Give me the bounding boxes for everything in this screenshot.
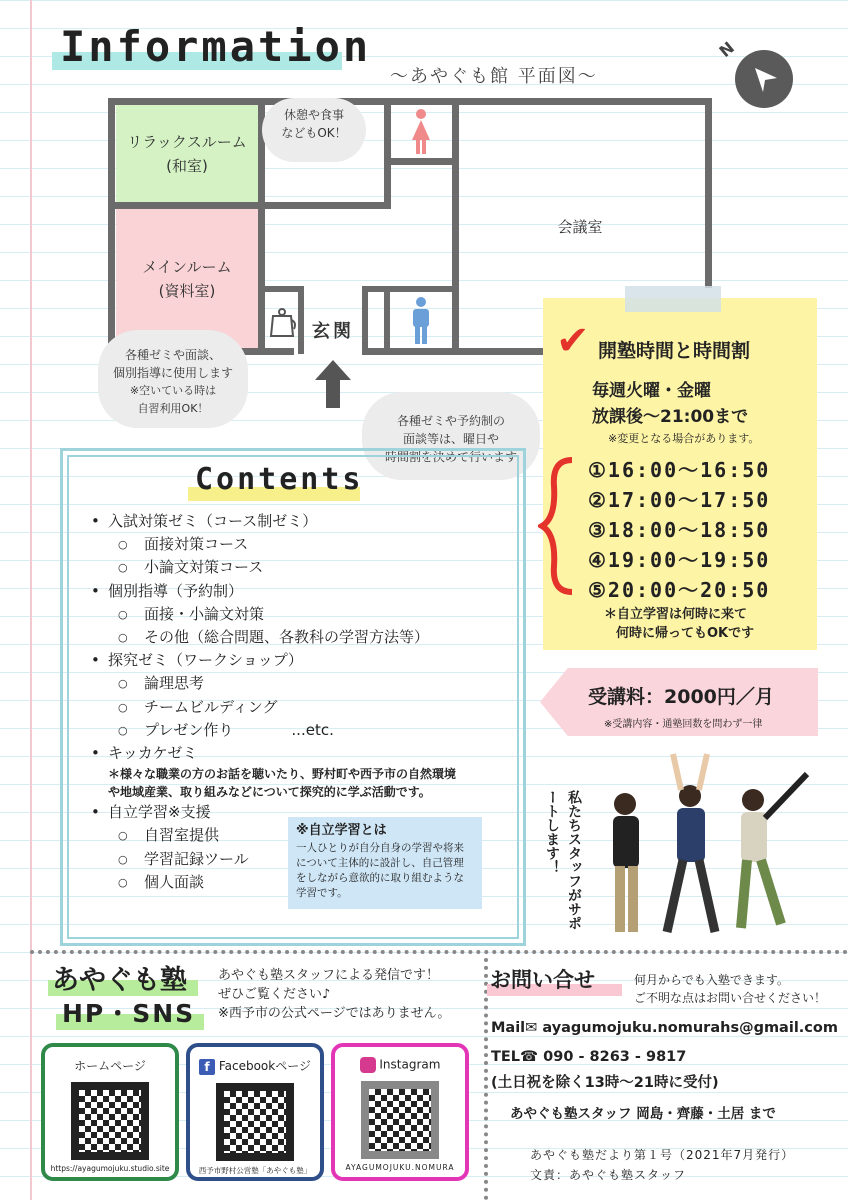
fee-amount: 受講料：2000円／月 — [588, 686, 774, 708]
sns-description — [218, 966, 450, 1023]
instagram-icon — [360, 1057, 376, 1073]
wall — [452, 98, 459, 355]
wall — [384, 98, 391, 209]
entrance-label: 玄関 — [312, 321, 354, 342]
contact-note-line: 何月からでも入塾できます。 — [634, 973, 789, 987]
main-room-name: メインルーム — [142, 258, 232, 276]
compass-north-label: N — [715, 37, 738, 62]
bubble-text: 各種ゼミや予約制の — [396, 414, 505, 428]
wall — [298, 286, 304, 354]
floorplan-title: ～あやぐも館 平面図～ — [390, 66, 598, 87]
bubble-text: 時間割を決めて行います — [384, 450, 517, 464]
relax-room-name: リラックスルーム — [127, 133, 247, 151]
facebook-qr-card[interactable] — [186, 1043, 324, 1181]
schedule-change-note: ※変更となる場合があります。 — [608, 432, 760, 445]
schedule-title: 開塾時間と時間割 — [598, 340, 751, 362]
list-item: ○ 学習記録ツール — [88, 848, 508, 871]
bubble-text: 各種ゼミや面談、 — [124, 348, 221, 362]
bubble-small-text: ※空いている時は — [129, 384, 217, 397]
list-item: • キッカケゼミ — [88, 742, 508, 765]
facebook-caption: 西予市野村公営塾「あやぐも塾」 — [198, 1165, 312, 1175]
self-study-time-note: ＊自立学習は何時に来て — [604, 607, 748, 622]
contact-staff: あやぐも塾スタッフ 岡島・齊藤・土居 まで — [510, 1106, 776, 1122]
entrance-arrow-icon — [313, 358, 353, 414]
facebook-icon: f — [199, 1059, 215, 1075]
qr-code-icon[interactable] — [361, 1081, 439, 1159]
compass-icon — [735, 50, 793, 108]
self-study-title: ※自立学習とは — [296, 823, 387, 838]
contents-title: Contents — [195, 462, 364, 497]
time-slot: ③18:00～18:50 — [588, 518, 771, 542]
time-slot: ①16:00～16:50 — [588, 458, 771, 482]
contact-mail[interactable]: Mail✉ ayagumojuku.nomurahs@gmail.com — [491, 1020, 838, 1036]
tape-decoration — [625, 286, 721, 312]
wall — [384, 286, 390, 354]
list-item: • 個別指導（予約制） — [88, 580, 508, 603]
relax-room-label — [116, 130, 258, 178]
staff-support-text: 私たちスタッフがサポートします！ — [544, 790, 582, 930]
list-item: ○ 面接対策コース — [88, 533, 508, 556]
list-item — [88, 719, 508, 742]
list-item: • 入試対策ゼミ（コース制ゼミ） — [88, 510, 508, 533]
contact-phone[interactable]: TEL☎ 090 - 8263 - 9817 — [491, 1049, 687, 1065]
male-restroom-icon — [408, 296, 434, 350]
wall — [705, 98, 712, 288]
list-item: ○ 小論文対策コース — [88, 556, 508, 579]
sns-subtitle: HP・SNS — [62, 999, 196, 1028]
list-item-text: プレゼン作り — [144, 720, 234, 739]
list-item: ○ その他（総合問題、各教科の学習方法等） — [88, 626, 508, 649]
bubble-text: などもOK！ — [281, 126, 347, 140]
contact-note-line: ご不明な点はお問い合せください！ — [634, 991, 827, 1005]
page-title: Information — [60, 22, 372, 71]
list-item: ○ 論理思考 — [88, 672, 508, 695]
list-item: ○ チームビルディング — [88, 696, 508, 719]
sns-description-line: ※西予市の公式ページではありません。 — [218, 1006, 451, 1021]
bubble-text: 個別指導に使用します — [112, 366, 233, 380]
list-note: や地域産業、取り組みなどについて探究的に学ぶ活動です。 — [108, 785, 431, 800]
bubble-text: 面談等は、曜日や — [402, 432, 499, 446]
facebook-label-text: Facebookページ — [218, 1059, 311, 1073]
instagram-label — [335, 1057, 465, 1073]
sns-title: あやぐも塾 — [52, 965, 187, 996]
self-study-note — [288, 817, 482, 909]
issue-info: あやぐも塾だより第１号（2021年7月発行） — [530, 1148, 795, 1162]
staff-photo — [595, 748, 825, 952]
notebook-margin-line — [30, 0, 32, 1200]
list-item: • 自立学習※支援 — [88, 801, 508, 824]
bubble-small-text: 自習利用OK！ — [137, 402, 209, 415]
self-study-time-note: 何時に帰ってもOKです — [616, 626, 755, 641]
schedule-days: 毎週火曜・金曜 — [592, 381, 711, 401]
issue-author: 文責：あやぐも塾スタッフ — [530, 1168, 687, 1182]
time-slot: ④19:00～19:50 — [588, 548, 771, 572]
list-item: ○ 面接・小論文対策 — [88, 603, 508, 626]
contact-title: お問い合せ — [490, 968, 595, 992]
wall — [362, 286, 454, 292]
time-slot: ⑤20:00～20:50 — [588, 578, 771, 602]
fee-note: ※受講内容・通塾回数を問わず一律 — [604, 719, 763, 730]
female-restroom-icon — [408, 108, 434, 160]
check-icon: ✔ — [556, 318, 590, 364]
main-room-sub: (資料室) — [158, 282, 216, 300]
qr-code-icon[interactable] — [71, 1082, 149, 1160]
rest-bubble — [262, 98, 366, 162]
brace-icon — [538, 456, 578, 600]
time-slot: ②17:00～17:50 — [588, 488, 771, 512]
instagram-caption: AYAGUMOJUKU.NOMURA — [345, 1163, 455, 1172]
instagram-qr-card[interactable] — [331, 1043, 469, 1181]
homepage-label: ホームページ — [74, 1059, 146, 1073]
homepage-url: https://ayagumojuku.studio.site — [50, 1164, 170, 1173]
wall — [108, 98, 712, 105]
contact-phone-hours: (土日祝を除く13時～21時に受付) — [491, 1075, 719, 1091]
list-item: ○ 個人面談 — [88, 871, 508, 894]
qr-code-icon[interactable] — [216, 1083, 294, 1161]
etc-text: ...etc. — [291, 720, 334, 739]
meeting-room-label: 会議室 — [557, 218, 603, 236]
list-item: • 探究ゼミ（ワークショップ） — [88, 649, 508, 672]
wall — [362, 286, 368, 354]
instagram-label-text: Instagram — [379, 1057, 441, 1072]
relax-room-sub: (和室) — [166, 157, 208, 175]
list-note: ＊様々な職業の方のお話を聴いたり、野村町や西予市の自然環境 — [108, 767, 457, 782]
contact-note — [634, 971, 826, 1007]
sns-description-line: あやぐも塾スタッフによる発信です！ — [218, 968, 440, 983]
list-item: ○ 自習室提供 — [88, 824, 508, 847]
divider-horizontal — [30, 950, 848, 954]
main-room-bubble — [98, 330, 248, 428]
wall — [108, 98, 115, 355]
main-room-label — [116, 255, 258, 303]
homepage-qr-card[interactable] — [41, 1043, 179, 1181]
bubble-text: 休憩や食事 — [283, 108, 344, 122]
wall — [108, 202, 388, 209]
kettle-icon — [267, 302, 297, 346]
schedule-hours: 放課後～21:00まで — [592, 407, 749, 427]
facebook-label — [190, 1057, 320, 1075]
self-study-body: 一人ひとりが自分自身の学習や将来について主体的に設計し、自己管理をしながら意欲的に取り組むような学習です。 — [296, 842, 464, 899]
sns-description-line: ぜひご覧ください♪ — [218, 987, 331, 1002]
